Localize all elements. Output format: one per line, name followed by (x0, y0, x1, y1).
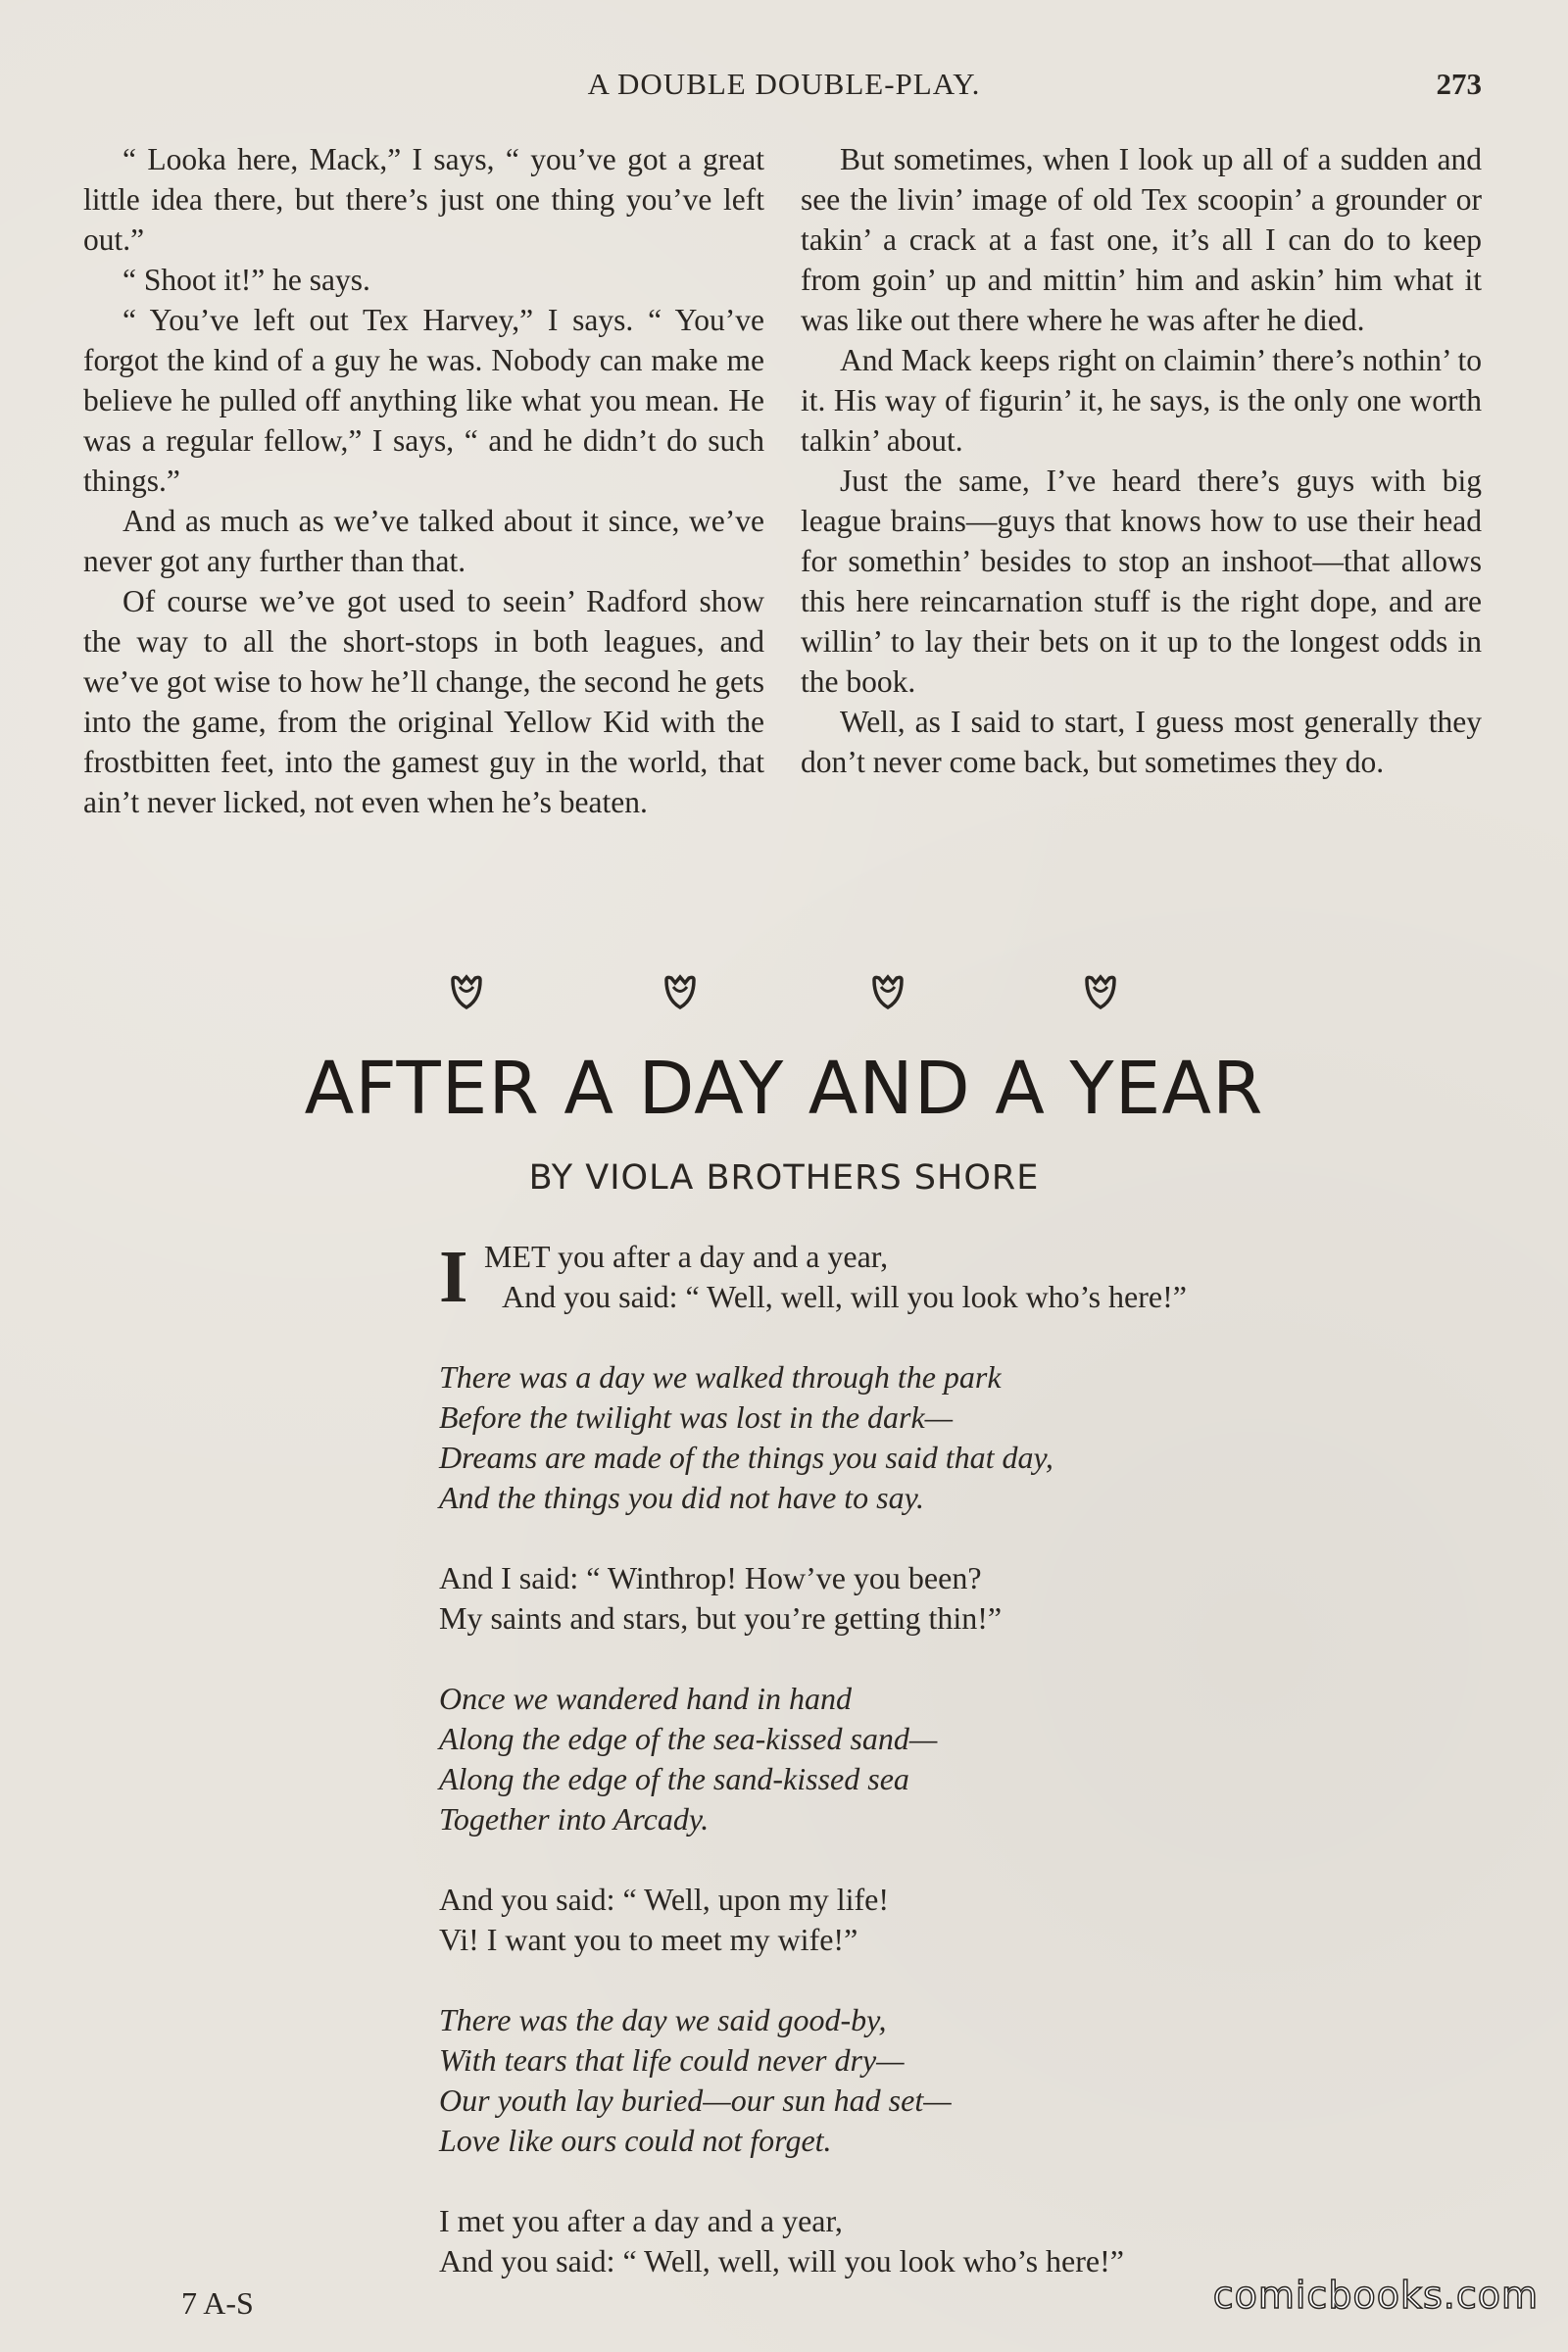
folio-signature: 7 A-S (181, 2285, 254, 2321)
poem-line: There was a day we walked through the park (439, 1359, 1002, 1395)
story-paragraph: But sometimes, when I look up all of a sudden and see the livin’ image of old Tex scoopin’ a grounder or takin’ a crack at a fast one, it’s all I can do to keep from goin’ up and mittin’ him and askin’ him what it was like out there where he was after he died. (801, 142, 1482, 337)
story-column-left (83, 139, 764, 822)
story-paragraph: Of course we’ve got used to seein’ Radford show the way to all the short-stops in both leagues, and we’ve got wise to how he’ll change, the second he gets into the game, from the original Yellow Kid with the frostbitten feet, into the gamest guy in the world, that ain’t never licked, not even when he’s beaten. (83, 584, 764, 819)
poem-stanza (439, 1357, 1321, 1518)
tulip-ornament-icon (870, 974, 906, 1013)
watermark: comicbooks.com (1212, 2274, 1539, 2317)
poem-stanza (439, 1558, 1321, 1639)
tulip-ornament-icon (662, 974, 698, 1013)
poem-line: I met you after a day and a year, (439, 2203, 843, 2238)
poem-line: With tears that life could never dry— (439, 2042, 905, 2078)
tulip-ornament-icon (449, 974, 484, 1013)
story-column-right (801, 139, 1482, 782)
story-paragraph: And as much as we’ve talked about it since, we’ve never got any further than that. (83, 504, 764, 578)
page-number: 273 (1436, 67, 1482, 101)
poem-line: MET you after a day and a year, (484, 1239, 889, 1274)
poem-stanza (439, 2000, 1321, 2161)
poem-byline: BY VIOLA BROTHERS SHORE (528, 1158, 1040, 1198)
poem-line: Love like ours could not forget. (439, 2123, 832, 2158)
poem-title: AFTER A DAY AND A YEAR (304, 1047, 1264, 1131)
poem-line: Our youth lay buried—our sun had set— (439, 2082, 952, 2118)
poem-line: Vi! I want you to meet my wife!” (439, 1922, 858, 1957)
tulip-ornament-icon (1083, 974, 1118, 1013)
poem-line: Along the edge of the sea-kissed sand— (439, 1721, 938, 1756)
poem-stanza (439, 1880, 1321, 1960)
poem-line: Before the twilight was lost in the dark— (439, 1399, 954, 1435)
poem-line: Along the edge of the sand-kissed sea (439, 1761, 909, 1796)
poem-body (439, 1237, 1321, 2322)
poem-stanza (439, 1237, 1321, 1317)
poem-line: Once we wandered hand in hand (439, 1681, 852, 1716)
poem-line: Dreams are made of the things you said that day, (439, 1440, 1054, 1475)
running-head (0, 67, 1568, 106)
story-paragraph: “ You’ve left out Tex Harvey,” I says. “ You’ve forgot the kind of a guy he was. Nobody can make me believe he pulled off anything like what you mean. He was a regular fellow,” I says, “ and he didn’t do such things.” (83, 303, 764, 498)
poem-line: And you said: “ Well, upon my life! (439, 1882, 889, 1917)
poem-line: There was the day we said good-by, (439, 2002, 887, 2037)
story-paragraph: “ Shoot it!” he says. (122, 263, 370, 297)
story-paragraph: And Mack keeps right on claimin’ there’s nothin’ to it. His way of figurin’ it, he says, is the only one worth talkin’ about. (801, 343, 1482, 458)
story-paragraph: Just the same, I’ve heard there’s guys with big league brains—guys that knows how to use their head for somethin’ besides to stop an inshoot—that allows this here reincarnation stuff is the right dope, and are willin’ to lay their bets on it up to the longest odds in the book. (801, 464, 1482, 699)
poem-line: And the things you did not have to say. (439, 1480, 925, 1515)
poem-line: My saints and stars, but you’re getting thin!” (439, 1600, 1003, 1636)
poem-stanza (439, 1679, 1321, 1839)
poem-line: And I said: “ Winthrop! How’ve you been? (439, 1560, 982, 1595)
drop-cap: I (439, 1236, 468, 1318)
story-paragraph: Well, as I said to start, I guess most generally they don’t never come back, but sometimes they do. (801, 705, 1482, 779)
running-title: A DOUBLE DOUBLE-PLAY. (587, 67, 981, 101)
poem-line: And you said: “ Well, well, will you look who’s here!” (502, 1279, 1187, 1314)
story-paragraph: “ Looka here, Mack,” I says, “ you’ve got a great little idea there, but there’s just one thing you’ve left out.” (83, 142, 764, 257)
poem-line: Together into Arcady. (439, 1801, 710, 1837)
ornament-divider (0, 974, 1568, 1021)
poem-line: And you said: “ Well, well, will you look who’s here!” (439, 2243, 1124, 2278)
poem-stanza (439, 2201, 1321, 2281)
